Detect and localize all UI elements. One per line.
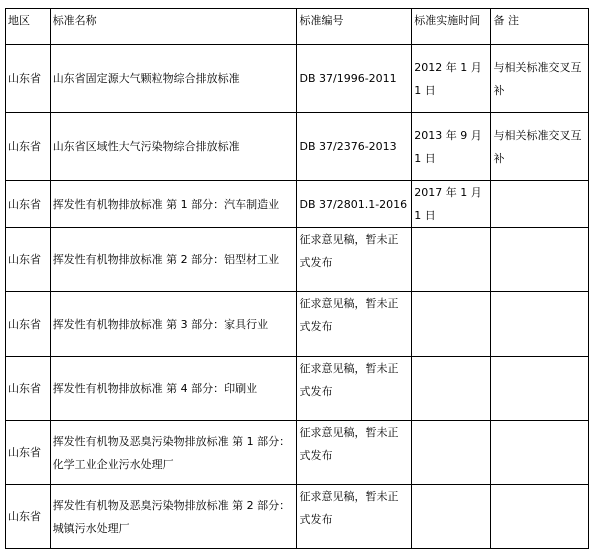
header-note: 备 注 xyxy=(491,9,589,45)
cell-date: 2013 年 9 月 1 日 xyxy=(412,113,491,181)
cell-code: 征求意见稿，暂未正式发布 xyxy=(297,421,412,485)
cell-name: 山东省固定源大气颗粒物综合排放标准 xyxy=(50,45,297,113)
cell-region: 山东省 xyxy=(6,292,51,357)
header-code: 标准编号 xyxy=(297,9,412,45)
cell-note xyxy=(491,292,589,357)
table-row xyxy=(6,45,589,113)
table-row xyxy=(6,113,589,181)
cell-name: 挥发性有机物排放标准 第 1 部分：汽车制造业 xyxy=(50,181,297,228)
cell-name: 挥发性有机物排放标准 第 3 部分：家具行业 xyxy=(50,292,297,357)
cell-region: 山东省 xyxy=(6,228,51,292)
cell-date: 2012 年 1 月 1 日 xyxy=(412,45,491,113)
table-row xyxy=(6,421,589,485)
cell-note xyxy=(491,181,589,228)
cell-note: 与相关标准交叉互补 xyxy=(491,113,589,181)
cell-code: 征求意见稿，暂未正式发布 xyxy=(297,357,412,421)
cell-code: DB 37/2376-2013 xyxy=(297,113,412,181)
cell-name: 山东省区域性大气污染物综合排放标准 xyxy=(50,113,297,181)
table-header-row xyxy=(6,9,589,45)
cell-region: 山东省 xyxy=(6,485,51,549)
table-row xyxy=(6,357,589,421)
cell-note xyxy=(491,485,589,549)
cell-note xyxy=(491,421,589,485)
table-row xyxy=(6,292,589,357)
cell-date xyxy=(412,485,491,549)
cell-note: 与相关标准交叉互补 xyxy=(491,45,589,113)
header-date: 标准实施时间 xyxy=(412,9,491,45)
cell-region: 山东省 xyxy=(6,357,51,421)
header-region: 地区 xyxy=(6,9,51,45)
cell-code: 征求意见稿，暂未正式发布 xyxy=(297,292,412,357)
cell-date xyxy=(412,421,491,485)
cell-name: 挥发性有机物及恶臭污染物排放标准 第 1 部分：化学工业企业污水处理厂 xyxy=(50,421,297,485)
header-name: 标准名称 xyxy=(50,9,297,45)
cell-name: 挥发性有机物排放标准 第 2 部分：铝型材工业 xyxy=(50,228,297,292)
cell-code: DB 37/1996-2011 xyxy=(297,45,412,113)
cell-date xyxy=(412,228,491,292)
cell-code: 征求意见稿，暂未正式发布 xyxy=(297,485,412,549)
standards-table xyxy=(5,8,589,549)
cell-region: 山东省 xyxy=(6,45,51,113)
cell-note xyxy=(491,228,589,292)
cell-region: 山东省 xyxy=(6,421,51,485)
table-row xyxy=(6,181,589,228)
cell-name: 挥发性有机物及恶臭污染物排放标准 第 2 部分：城镇污水处理厂 xyxy=(50,485,297,549)
cell-code: DB 37/2801.1-2016 xyxy=(297,181,412,228)
cell-date xyxy=(412,357,491,421)
cell-name: 挥发性有机物排放标准 第 4 部分：印刷业 xyxy=(50,357,297,421)
cell-region: 山东省 xyxy=(6,181,51,228)
cell-note xyxy=(491,357,589,421)
cell-date xyxy=(412,292,491,357)
table-row xyxy=(6,228,589,292)
cell-code: 征求意见稿，暂未正式发布 xyxy=(297,228,412,292)
cell-region: 山东省 xyxy=(6,113,51,181)
cell-date: 2017 年 1 月 1 日 xyxy=(412,181,491,228)
table-row xyxy=(6,485,589,549)
